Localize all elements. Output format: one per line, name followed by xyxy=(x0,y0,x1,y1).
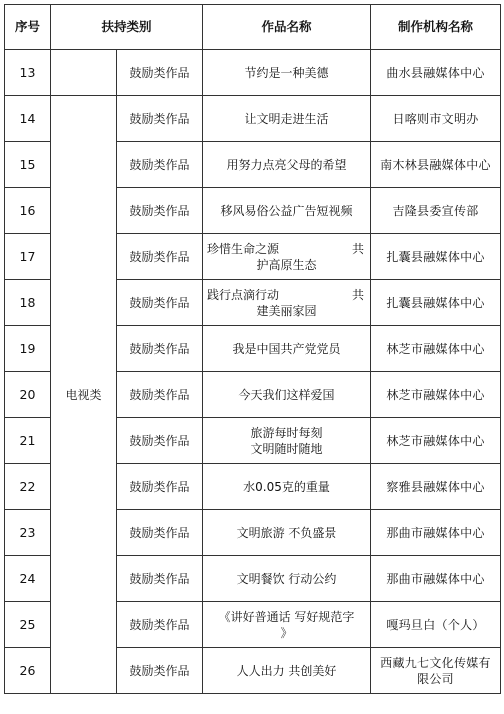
row-org: 察雅县融媒体中心 xyxy=(371,464,501,510)
row-seq: 20 xyxy=(5,372,51,418)
row-title: 移风易俗公益广告短视频 xyxy=(203,188,371,234)
row-org: 林芝市融媒体中心 xyxy=(371,372,501,418)
row-title xyxy=(203,602,371,648)
row-seq: 13 xyxy=(5,50,51,96)
row-org-line1: 西藏九七文化传媒有 xyxy=(380,655,491,670)
merged-category-cell: 电视类 xyxy=(51,96,117,694)
row-title-line1b: 共 xyxy=(352,287,365,302)
row-org: 那曲市融媒体中心 xyxy=(371,510,501,556)
row-type: 鼓励类作品 xyxy=(117,510,203,556)
works-table xyxy=(4,4,501,694)
row-seq: 16 xyxy=(5,188,51,234)
row-org: 吉隆县委宣传部 xyxy=(371,188,501,234)
row-type: 鼓励类作品 xyxy=(117,280,203,326)
row-title-line2: 》 xyxy=(280,625,293,640)
row-org: 林芝市融媒体中心 xyxy=(371,326,501,372)
row-org xyxy=(371,648,501,694)
row-seq: 18 xyxy=(5,280,51,326)
row-category-empty xyxy=(51,50,117,96)
row-title: 用努力点亮父母的希望 xyxy=(203,142,371,188)
row-type: 鼓励类作品 xyxy=(117,556,203,602)
row-seq: 25 xyxy=(5,602,51,648)
row-org-line2: 限公司 xyxy=(417,671,454,686)
row-seq: 23 xyxy=(5,510,51,556)
row-org: 嘎玛旦白（个人） xyxy=(371,602,501,648)
row-title: 今天我们这样爱国 xyxy=(203,372,371,418)
row-title-line1b: 共 xyxy=(352,241,365,256)
table-row xyxy=(5,96,501,142)
row-type: 鼓励类作品 xyxy=(117,142,203,188)
row-title-line1: 旅游每时每刻 xyxy=(250,425,323,440)
row-seq: 21 xyxy=(5,418,51,464)
row-title xyxy=(203,418,371,464)
table-header-row xyxy=(5,5,501,50)
row-title: 节约是一种美德 xyxy=(203,50,371,96)
row-title: 文明旅游 不负盛景 xyxy=(203,510,371,556)
header-seq: 序号 xyxy=(5,5,51,50)
row-title xyxy=(203,234,371,280)
row-type: 鼓励类作品 xyxy=(117,418,203,464)
row-seq: 14 xyxy=(5,96,51,142)
header-category: 扶持类别 xyxy=(51,5,203,50)
row-org: 扎囊县融媒体中心 xyxy=(371,234,501,280)
row-title-line1a: 珍惜生命之源 xyxy=(207,241,280,256)
row-org: 曲水县融媒体中心 xyxy=(371,50,501,96)
row-seq: 26 xyxy=(5,648,51,694)
row-org: 扎囊县融媒体中心 xyxy=(371,280,501,326)
row-seq: 15 xyxy=(5,142,51,188)
row-title: 文明餐饮 行动公约 xyxy=(203,556,371,602)
row-seq: 22 xyxy=(5,464,51,510)
row-org: 南木林县融媒体中心 xyxy=(371,142,501,188)
row-title-line2: 文明随时随地 xyxy=(250,441,323,456)
row-title xyxy=(203,280,371,326)
row-type: 鼓励类作品 xyxy=(117,372,203,418)
row-type: 鼓励类作品 xyxy=(117,326,203,372)
header-org: 制作机构名称 xyxy=(371,5,501,50)
row-type: 鼓励类作品 xyxy=(117,464,203,510)
row-seq: 24 xyxy=(5,556,51,602)
table-row xyxy=(5,50,501,96)
row-title: 水0.05克的重量 xyxy=(203,464,371,510)
header-title: 作品名称 xyxy=(203,5,371,50)
row-type: 鼓励类作品 xyxy=(117,234,203,280)
row-type: 鼓励类作品 xyxy=(117,602,203,648)
row-type: 鼓励类作品 xyxy=(117,648,203,694)
row-seq: 17 xyxy=(5,234,51,280)
row-org: 林芝市融媒体中心 xyxy=(371,418,501,464)
row-title: 人人出力 共创美好 xyxy=(203,648,371,694)
row-title: 让文明走进生活 xyxy=(203,96,371,142)
row-org: 日喀则市文明办 xyxy=(371,96,501,142)
row-type: 鼓励类作品 xyxy=(117,96,203,142)
row-title: 我是中国共产党党员 xyxy=(203,326,371,372)
row-title-line2: 护高原生态 xyxy=(256,257,317,272)
row-org: 那曲市融媒体中心 xyxy=(371,556,501,602)
row-title-line1a: 践行点滴行动 xyxy=(207,287,280,302)
row-seq: 19 xyxy=(5,326,51,372)
row-type: 鼓励类作品 xyxy=(117,50,203,96)
row-type: 鼓励类作品 xyxy=(117,188,203,234)
row-title-line2: 建美丽家园 xyxy=(256,303,317,318)
row-title-line1: 《讲好普通话 写好规范字 xyxy=(218,609,355,624)
